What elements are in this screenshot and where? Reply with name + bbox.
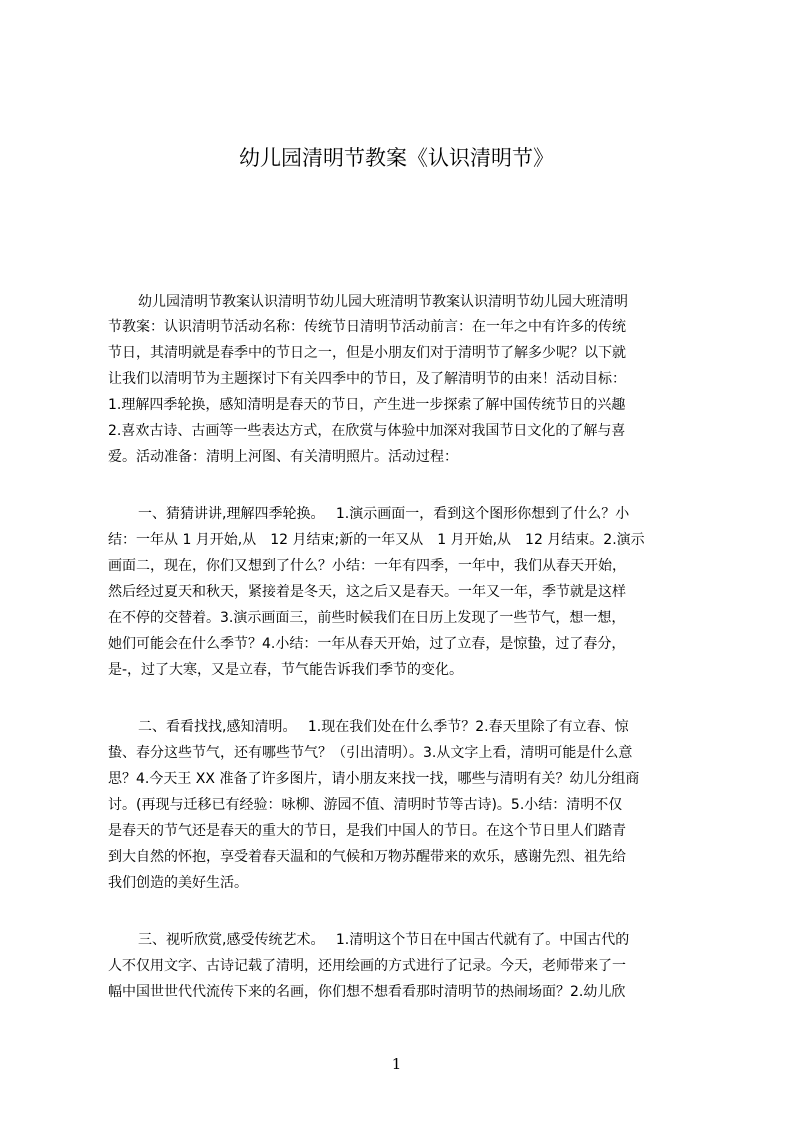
paragraph-2-line-3: 画面二，现在，你们又想到了什么？小结：一年有四季，一年中，我们从春天开始，: [108, 558, 626, 574]
paragraph-2-line-6: 她们可能会在什么季节？4.小结：一年从春天开始，过了立春，是惊蛰，过了春分，: [108, 636, 626, 652]
paragraph-1-line-1: 幼儿园清明节教案认识清明节幼儿园大班清明节教案认识清明节幼儿园大班清明: [138, 294, 628, 310]
paragraph-4-line-1: 三、视听欣赏,感受传统艺术。 1.清明这个节日在中国古代就有了。中国古代的: [138, 932, 630, 948]
paragraph-2-line-7: 是-，过了大寒，又是立春，节气能告诉我们季节的变化。: [108, 662, 464, 678]
paragraph-3-line-6: 到大自然的怀抱，享受着春天温和的气候和万物苏醒带来的欢乐，感谢先烈、祖先给: [108, 849, 626, 865]
paragraph-1-line-4: 让我们以清明节为主题探讨下有关四季中的节日，及了解清明节的由来！活动目标：: [108, 371, 626, 387]
paragraph-1-line-6: 2.喜欢古诗、古画等一些表达方式，在欣赏与体验中加深对我国节日文化的了解与喜: [108, 423, 626, 439]
paragraph-4-line-2: 人不仅用文字、古诗记载了清明，还用绘画的方式进行了记录。今天，老师带来了一: [108, 958, 626, 974]
page-number: 1: [391, 1055, 402, 1073]
paragraph-3-line-2: 蛰、春分这些节气，还有哪些节气？（引出清明）。3.从文字上看，清明可能是什么意: [108, 745, 633, 761]
paragraph-3-line-4: 讨。(再现与迁移已有经验：咏柳、游园不值、清明时节等古诗)。5.小结：清明不仅: [108, 797, 623, 813]
paragraph-3-line-1: 二、看看找找,感知清明。 1.现在我们处在什么季节？2.春天里除了有立春、惊: [138, 719, 629, 735]
paragraph-3-line-3: 思？4.今天王 XX 准备了许多图片，请小朋友来找一找，哪些与清明有关？幼儿分组商: [108, 771, 640, 787]
paragraph-2-line-4: 然后经过夏天和秋天，紧接着是冬天，这之后又是春天。一年又一年，季节就是这样: [108, 584, 626, 600]
paragraph-3-line-7: 我们创造的美好生活。: [108, 875, 248, 891]
paragraph-2-line-1: 一、猜猜讲讲,理解四季轮换。 1.演示画面一，看到这个图形你想到了什么？小: [138, 506, 630, 522]
paragraph-1-line-3: 节日，其清明就是春季中的节日之一，但是小朋友们对于清明节了解多少呢？以下就: [108, 345, 626, 361]
paragraph-2-line-5: 在不停的交替着。3.演示画面三，前些时候我们在日历上发现了一些节气，想一想，: [108, 610, 626, 626]
paragraph-4-line-3: 幅中国世世代代流传下来的名画，你们想不想看看那时清明节的热闹场面？2.幼儿欣: [108, 984, 626, 1000]
paragraph-1-line-7: 爱。活动准备：清明上河图、有关清明照片。活动过程：: [108, 449, 458, 465]
page-title: 幼儿园清明节教案《认识清明节》: [239, 146, 554, 170]
paragraph-2-line-2: 结：一年从 1 月开始,从 12 月结束;新的一年又从 1 月开始,从 12 月结束。2.演示: [108, 532, 645, 548]
paragraph-3-line-5: 是春天的节气还是春天的重大的节日，是我们中国人的节日。在这个节日里人们踏青: [108, 823, 626, 839]
paragraph-1-line-5: 1.理解四季轮换，感知清明是春天的节日，产生进一步探索了解中国传统节日的兴趣: [108, 397, 626, 413]
paragraph-1-line-2: 节教案：认识清明节活动名称：传统节日清明节活动前言：在一年之中有许多的传统: [108, 319, 626, 335]
